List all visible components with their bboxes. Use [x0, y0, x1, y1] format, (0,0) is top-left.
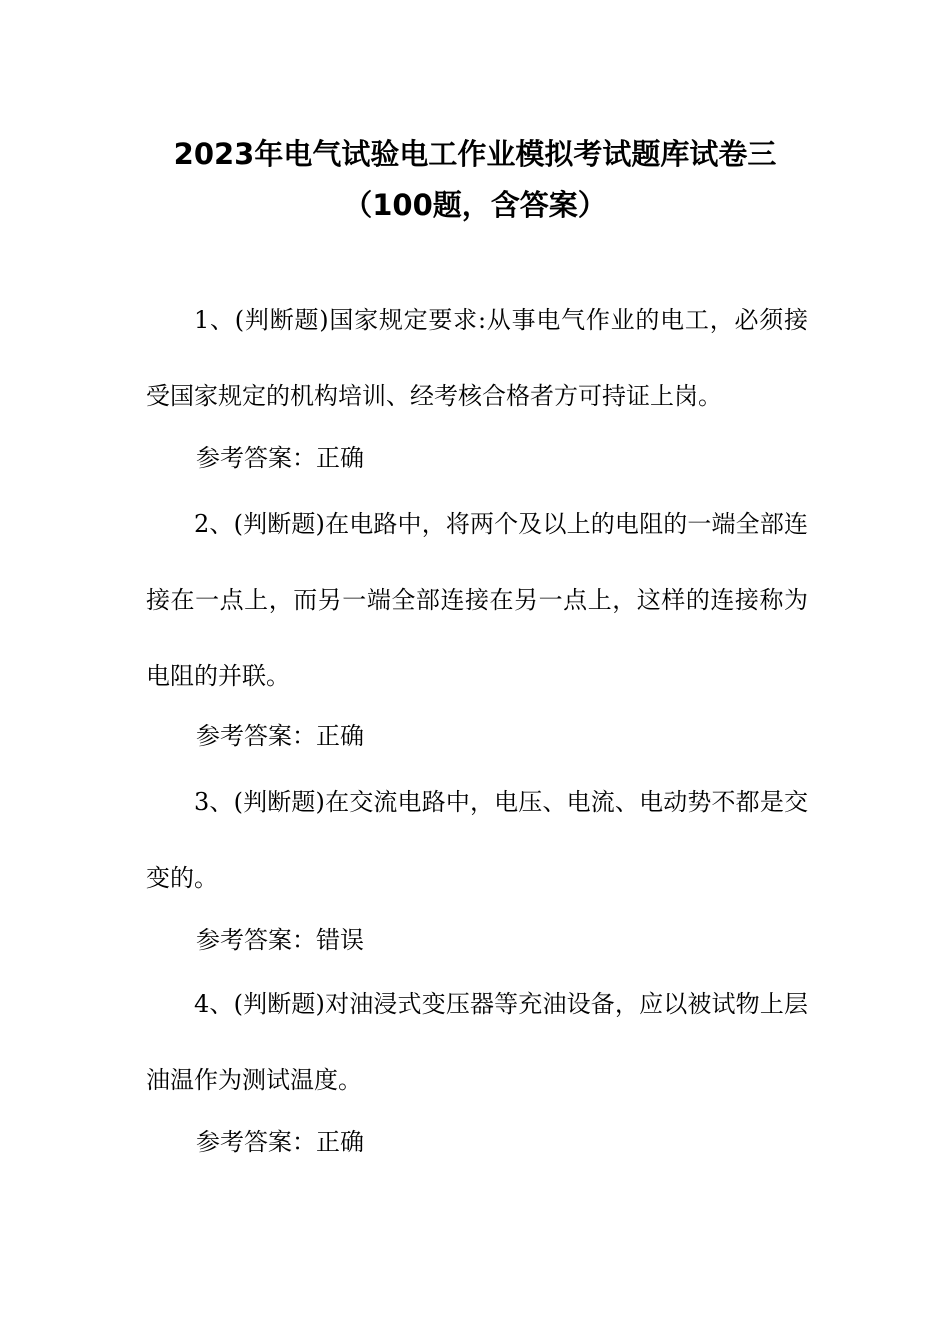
question-4-answer: 参考答案：正确: [196, 1128, 364, 1156]
question-2-text: 2、(判断题)在电路中，将两个及以上的电阻的一端全部连接在一点上，而另一端全部连接在另一点上，这样的连接称为电阻的并联。: [146, 510, 808, 690]
question-3-answer: 参考答案：错误: [196, 926, 364, 954]
question-1-text: 1、(判断题)国家规定要求:从事电气作业的电工，必须接受国家规定的机构培训、经考核合格者方可持证上岗。: [146, 306, 808, 410]
document-subtitle: （100题，含答案）: [343, 188, 607, 222]
question-3-text: 3、(判断题)在交流电路中，电压、电流、电动势不都是交变的。: [146, 788, 808, 892]
document-title: 2023年电气试验电工作业模拟考试题库试卷三: [173, 137, 777, 171]
question-2-answer: 参考答案：正确: [196, 722, 364, 750]
question-4-text: 4、(判断题)对油浸式变压器等充油设备，应以被试物上层油温作为测试温度。: [146, 990, 808, 1094]
question-1-answer: 参考答案：正确: [196, 444, 364, 472]
